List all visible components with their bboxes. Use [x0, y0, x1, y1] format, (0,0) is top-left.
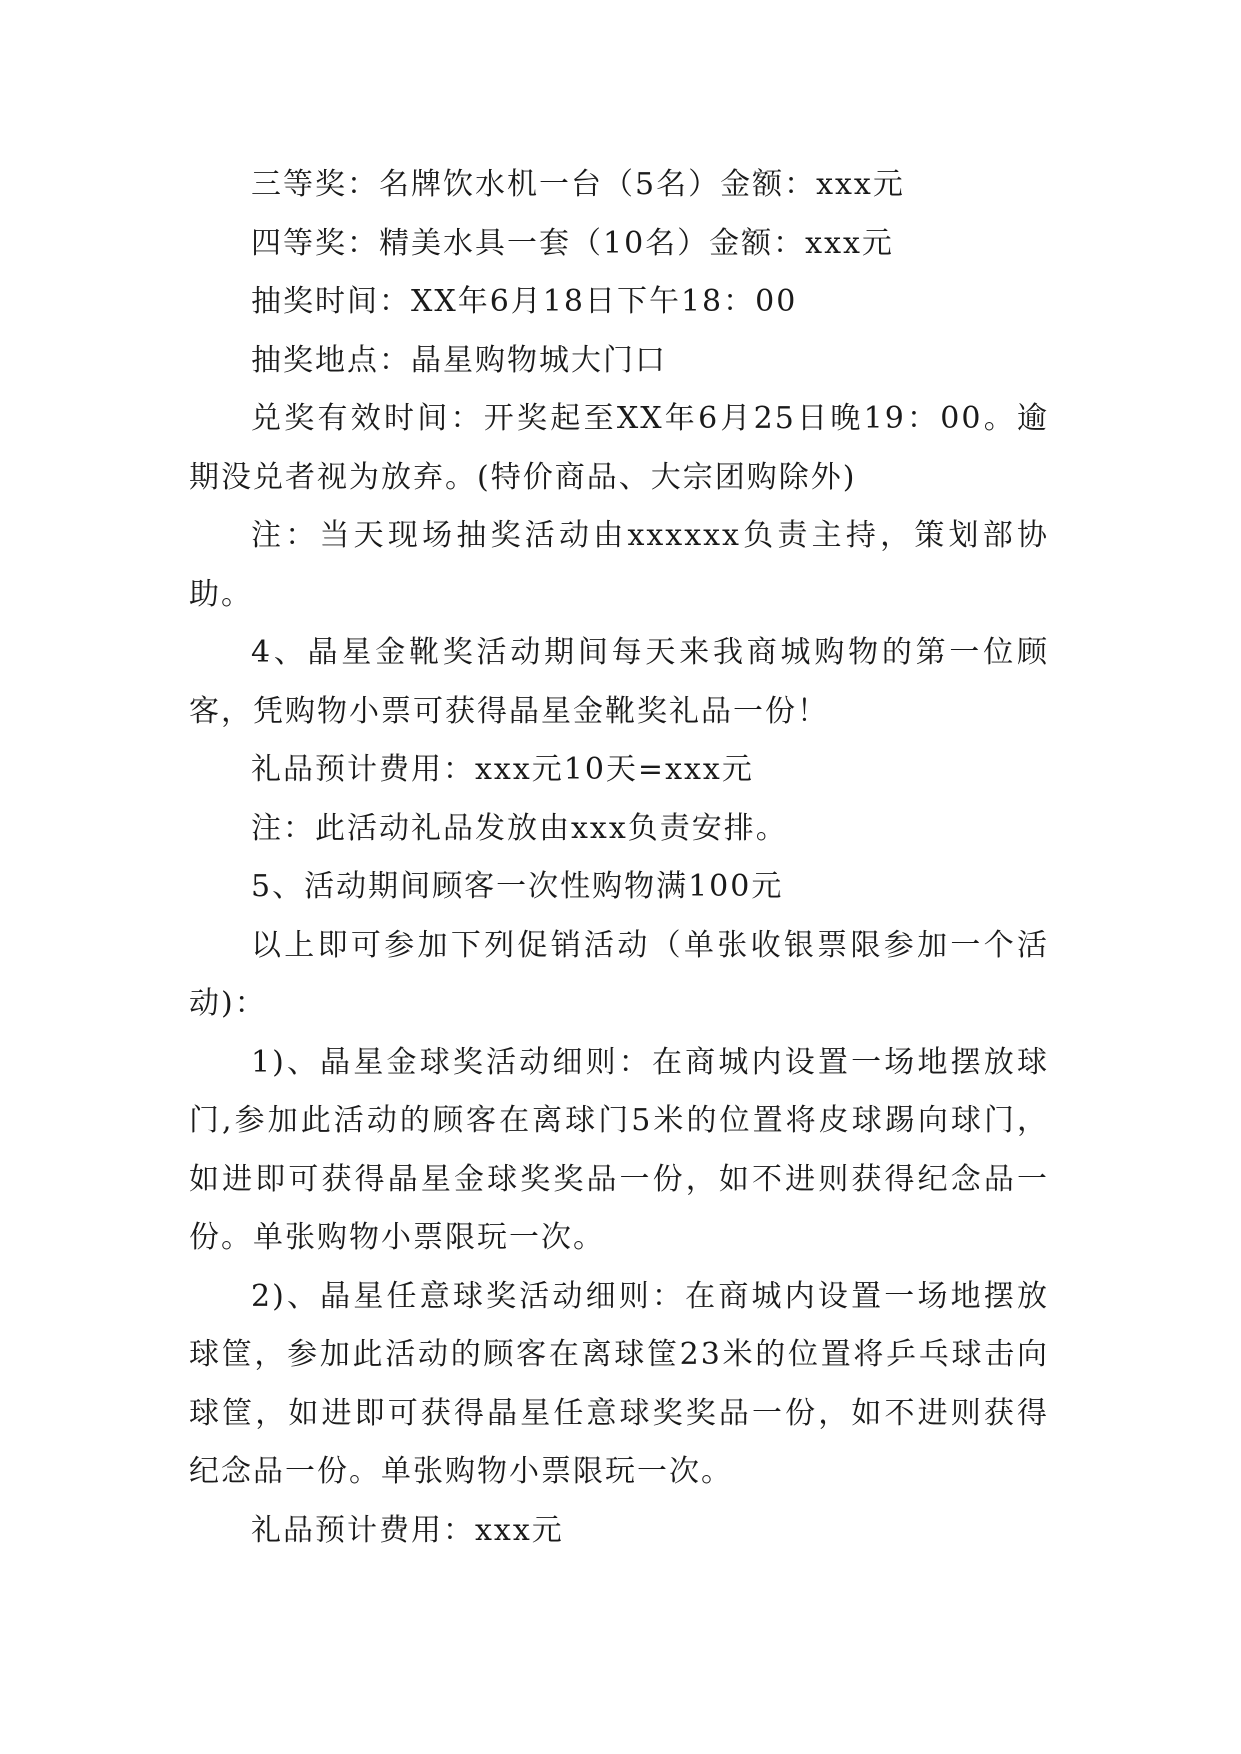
paragraph-final-cost: 礼品预计费用：xxx元 [251, 1512, 564, 1548]
paragraph-golden-ball: 1)、晶星金球奖活动细则：在商城内设置一场地摆放球门,参加此活动的顾客在离球门5米的位置将皮球踢向球门，如进即可获得晶星金球奖奖品一份，如不进则获得纪念品一份。单张购物小票限玩一次。 [189, 1044, 1049, 1255]
paragraph-purchase-threshold: 5、活动期间顾客一次性购物满100元 [251, 869, 784, 904]
document-body [189, 156, 1049, 1560]
paragraph-fourth-prize: 四等奖：精美水具一套（10名）金额：xxx元 [251, 225, 894, 261]
paragraph-free-kick: 2)、晶星任意球奖活动细则：在商城内设置一场地摆放球筐，参加此活动的顾客在离球筐23米的位置将乒乓球击向球筐，如进即可获得晶星任意球奖奖品一份，如不进则获得纪念品一份。单张购物小票限玩一次。 [189, 1278, 1049, 1489]
paragraph-promotion-intro: 以上即可参加下列促销活动（单张收银票限参加一个活动)： [189, 927, 1049, 1021]
paragraph-golden-boot: 4、晶星金靴奖活动期间每天来我商城购物的第一位顾客，凭购物小票可获得晶星金靴奖礼品一份！ [189, 635, 1049, 729]
paragraph-gift-note: 注：此活动礼品发放由xxx负责安排。 [251, 810, 788, 846]
paragraph-gift-cost: 礼品预计费用：xxx元10天=xxx元 [251, 752, 754, 787]
paragraph-draw-location: 抽奖地点：晶星购物城大门口 [251, 342, 667, 378]
paragraph-host-note: 注：当天现场抽奖活动由xxxxxx负责主持，策划部协助。 [189, 518, 1049, 612]
paragraph-redemption-period: 兑奖有效时间：开奖起至XX年6月25日晚19：00。逾期没兑者视为放弃。(特价商品、大宗团购除外) [189, 401, 1049, 495]
paragraph-third-prize: 三等奖：名牌饮水机一台（5名）金额：xxx元 [251, 167, 905, 202]
paragraph-draw-time: 抽奖时间：XX年6月18日下午18：00 [251, 284, 798, 319]
